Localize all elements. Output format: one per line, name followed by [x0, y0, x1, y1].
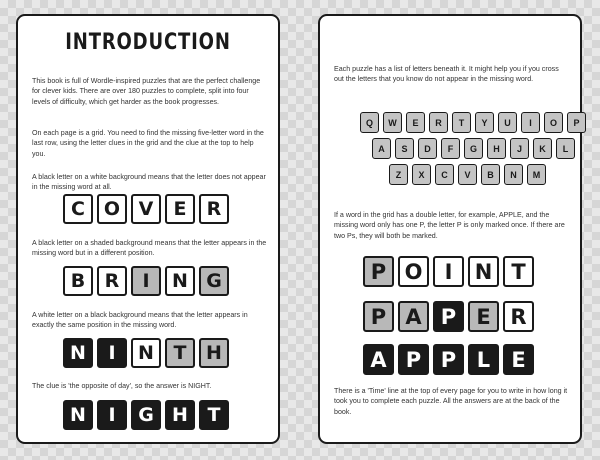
letter-tile: H: [165, 400, 195, 430]
right-page: [318, 14, 582, 444]
answer-paragraph: The clue is 'the opposite of day', so the answer is NIGHT.: [32, 382, 212, 390]
word-ninth: [63, 338, 229, 368]
letter-tile: N: [131, 338, 161, 368]
letter-tile: I: [97, 338, 127, 368]
letter-tile: E: [165, 194, 195, 224]
letter-tile: N: [63, 400, 93, 430]
letter-key: E: [406, 112, 425, 133]
absent-letter-paragraph: A black letter on a white background means that the letter does not appear in the missing word at all.: [32, 173, 266, 192]
word-night: [63, 400, 229, 430]
letter-key: F: [441, 138, 460, 159]
grid-paragraph: On each page is a grid. You need to find the missing five-letter word in the last row, using the letter clues in the grid and the clue at the top to help you.: [32, 129, 264, 158]
letter-tile: N: [165, 266, 195, 296]
letter-key: U: [498, 112, 517, 133]
letter-tile: L: [468, 344, 499, 375]
letter-tile: O: [398, 256, 429, 287]
letter-key: I: [521, 112, 540, 133]
letter-key: G: [464, 138, 483, 159]
letter-tile: O: [97, 194, 127, 224]
letter-tile: P: [398, 344, 429, 375]
letter-tile: B: [63, 266, 93, 296]
letter-tile: N: [63, 338, 93, 368]
correct-letter-paragraph: A white letter on a black background means that the letter appears in exactly the same position in the missing word.: [32, 311, 248, 330]
letter-key: D: [418, 138, 437, 159]
letter-key: H: [487, 138, 506, 159]
letter-tile: G: [131, 400, 161, 430]
letter-key: Q: [360, 112, 379, 133]
letter-tile: P: [363, 256, 394, 287]
letter-tile: T: [503, 256, 534, 287]
letter-key: P: [567, 112, 586, 133]
letter-key: X: [412, 164, 431, 185]
word-bring: [63, 266, 229, 296]
letter-tile: C: [63, 194, 93, 224]
misplaced-letter-paragraph: A black letter on a shaded background means that the letter appears in the missing word but in a different position.: [32, 239, 267, 258]
letter-tile: P: [433, 301, 464, 332]
letter-key: A: [372, 138, 391, 159]
letter-key: M: [527, 164, 546, 185]
letter-key: V: [458, 164, 477, 185]
keyboard-row-3: [389, 164, 546, 185]
letter-tile: I: [433, 256, 464, 287]
letters-list-paragraph: Each puzzle has a list of letters beneath it. It might help you if you cross out the letters that you know do not appear in the missing word.: [334, 65, 559, 84]
letter-key: L: [556, 138, 575, 159]
letter-key: W: [383, 112, 402, 133]
letter-tile: E: [503, 344, 534, 375]
letter-tile: A: [363, 344, 394, 375]
intro-paragraph: This book is full of Wordle-inspired puzzles that are the perfect challenge for clever kids. There are over 180 puzzles to complete, split into four levels of difficulty, which get harder as the book progresses.: [32, 77, 261, 106]
letter-tile: R: [97, 266, 127, 296]
word-point: [363, 256, 534, 287]
double-letter-paragraph: If a word in the grid has a double letter, for example, APPLE, and the missing word only has one P, the letter P is only marked once. If there are two Ps, they will both be marked.: [334, 211, 565, 240]
keyboard-row-1: [360, 112, 586, 133]
letter-key: B: [481, 164, 500, 185]
word-paper: [363, 301, 534, 332]
letter-key: Y: [475, 112, 494, 133]
letter-tile: V: [131, 194, 161, 224]
letter-tile: H: [199, 338, 229, 368]
letter-tile: R: [199, 194, 229, 224]
letter-key: J: [510, 138, 529, 159]
letter-tile: G: [199, 266, 229, 296]
letter-key: K: [533, 138, 552, 159]
letter-key: T: [452, 112, 471, 133]
letter-key: C: [435, 164, 454, 185]
letter-tile: A: [398, 301, 429, 332]
letter-tile: R: [503, 301, 534, 332]
letter-key: N: [504, 164, 523, 185]
left-page: [16, 14, 280, 444]
page-title: INTRODUCTION: [65, 30, 231, 55]
letter-tile: E: [468, 301, 499, 332]
letter-tile: N: [468, 256, 499, 287]
letter-key: Z: [389, 164, 408, 185]
letter-tile: T: [165, 338, 195, 368]
keyboard-row-2: [372, 138, 575, 159]
letter-tile: P: [363, 301, 394, 332]
word-apple: [363, 344, 534, 375]
letter-tile: P: [433, 344, 464, 375]
letter-tile: I: [131, 266, 161, 296]
letter-key: S: [395, 138, 414, 159]
letter-key: R: [429, 112, 448, 133]
word-cover: [63, 194, 229, 224]
letter-key: O: [544, 112, 563, 133]
letter-tile: T: [199, 400, 229, 430]
time-line-paragraph: There is a 'Time' line at the top of every page for you to write in how long it took you to complete each puzzle. All the answers are at the back of the book.: [334, 387, 568, 416]
letter-tile: I: [97, 400, 127, 430]
